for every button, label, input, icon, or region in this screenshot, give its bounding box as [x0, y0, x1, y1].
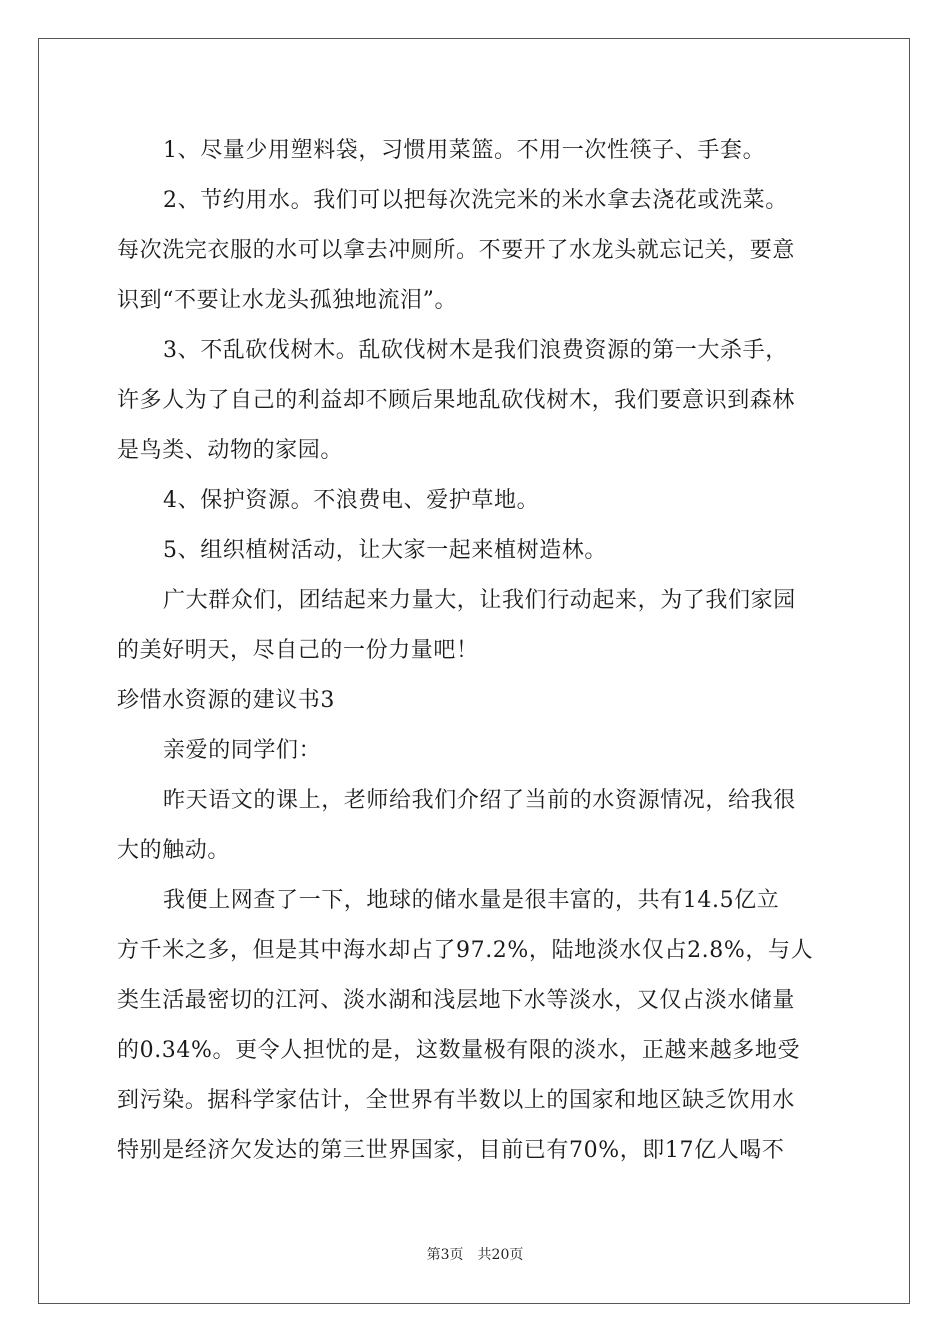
list-item-1: 1、尽量少用塑料袋，习惯用菜篮。不用一次性筷子、手套。: [163, 138, 766, 163]
list-item-3: 3、不乱砍伐树木。乱砍伐树木是我们浪费资源的第一大杀手，: [163, 338, 788, 363]
list-item-3-cont-1: 许多人为了自己的利益却不顾后果地乱砍伐树木，我们要意识到森林: [117, 388, 796, 413]
paragraph-1: 昨天语文的课上，老师给我们介绍了当前的水资源情况，给我很: [163, 788, 796, 813]
page-number: 第3页: [426, 1247, 464, 1263]
paragraph-2-cont-2: 类生活最密切的江河、淡水湖和浅层地下水等淡水，又仅占淡水储量: [117, 988, 796, 1013]
page-total: 共20页: [477, 1247, 524, 1263]
salutation: 亲爱的同学们：: [163, 738, 322, 763]
list-item-4: 4、保护资源。不浪费电、爱护草地。: [163, 488, 540, 513]
list-item-5: 5、组织植树活动，让大家一起来植树造林。: [163, 538, 607, 563]
list-item-2: 2、节约用水。我们可以把每次洗完米的米水拿去浇花或洗菜。: [163, 188, 788, 213]
page-footer: [0, 1246, 950, 1264]
section-heading: 珍惜水资源的建议书3: [117, 688, 335, 713]
paragraph-2-cont-1: 方千米之多，但是其中海水却占了97.2%，陆地淡水仅占2.8%，与人: [117, 938, 814, 963]
paragraph-1-cont: 大的触动。: [117, 838, 231, 863]
paragraph-2-cont-3: 的0.34%。更令人担忧的是，这数量极有限的淡水，正越来越多地受: [117, 1038, 801, 1063]
list-item-3-cont-2: 是鸟类、动物的家园。: [117, 438, 344, 463]
closing-paragraph: 广大群众们，团结起来力量大，让我们行动起来，为了我们家园: [163, 588, 796, 613]
closing-paragraph-cont: 的美好明天，尽自己的一份力量吧！: [117, 638, 479, 663]
paragraph-2-cont-5: 特别是经济欠发达的第三世界国家，目前已有70%，即17亿人喝不: [117, 1138, 785, 1163]
paragraph-2: 我便上网查了一下，地球的储水量是很丰富的，共有14.5亿立: [163, 888, 780, 913]
list-item-2-cont-1: 每次洗完衣服的水可以拿去冲厕所。不要开了水龙头就忘记关，要意: [117, 238, 796, 263]
list-item-2-cont-2: 识到“不要让水龙头孤独地流泪”。: [117, 288, 458, 313]
paragraph-2-cont-4: 到污染。据科学家估计，全世界有半数以上的国家和地区缺乏饮用水: [117, 1088, 796, 1113]
